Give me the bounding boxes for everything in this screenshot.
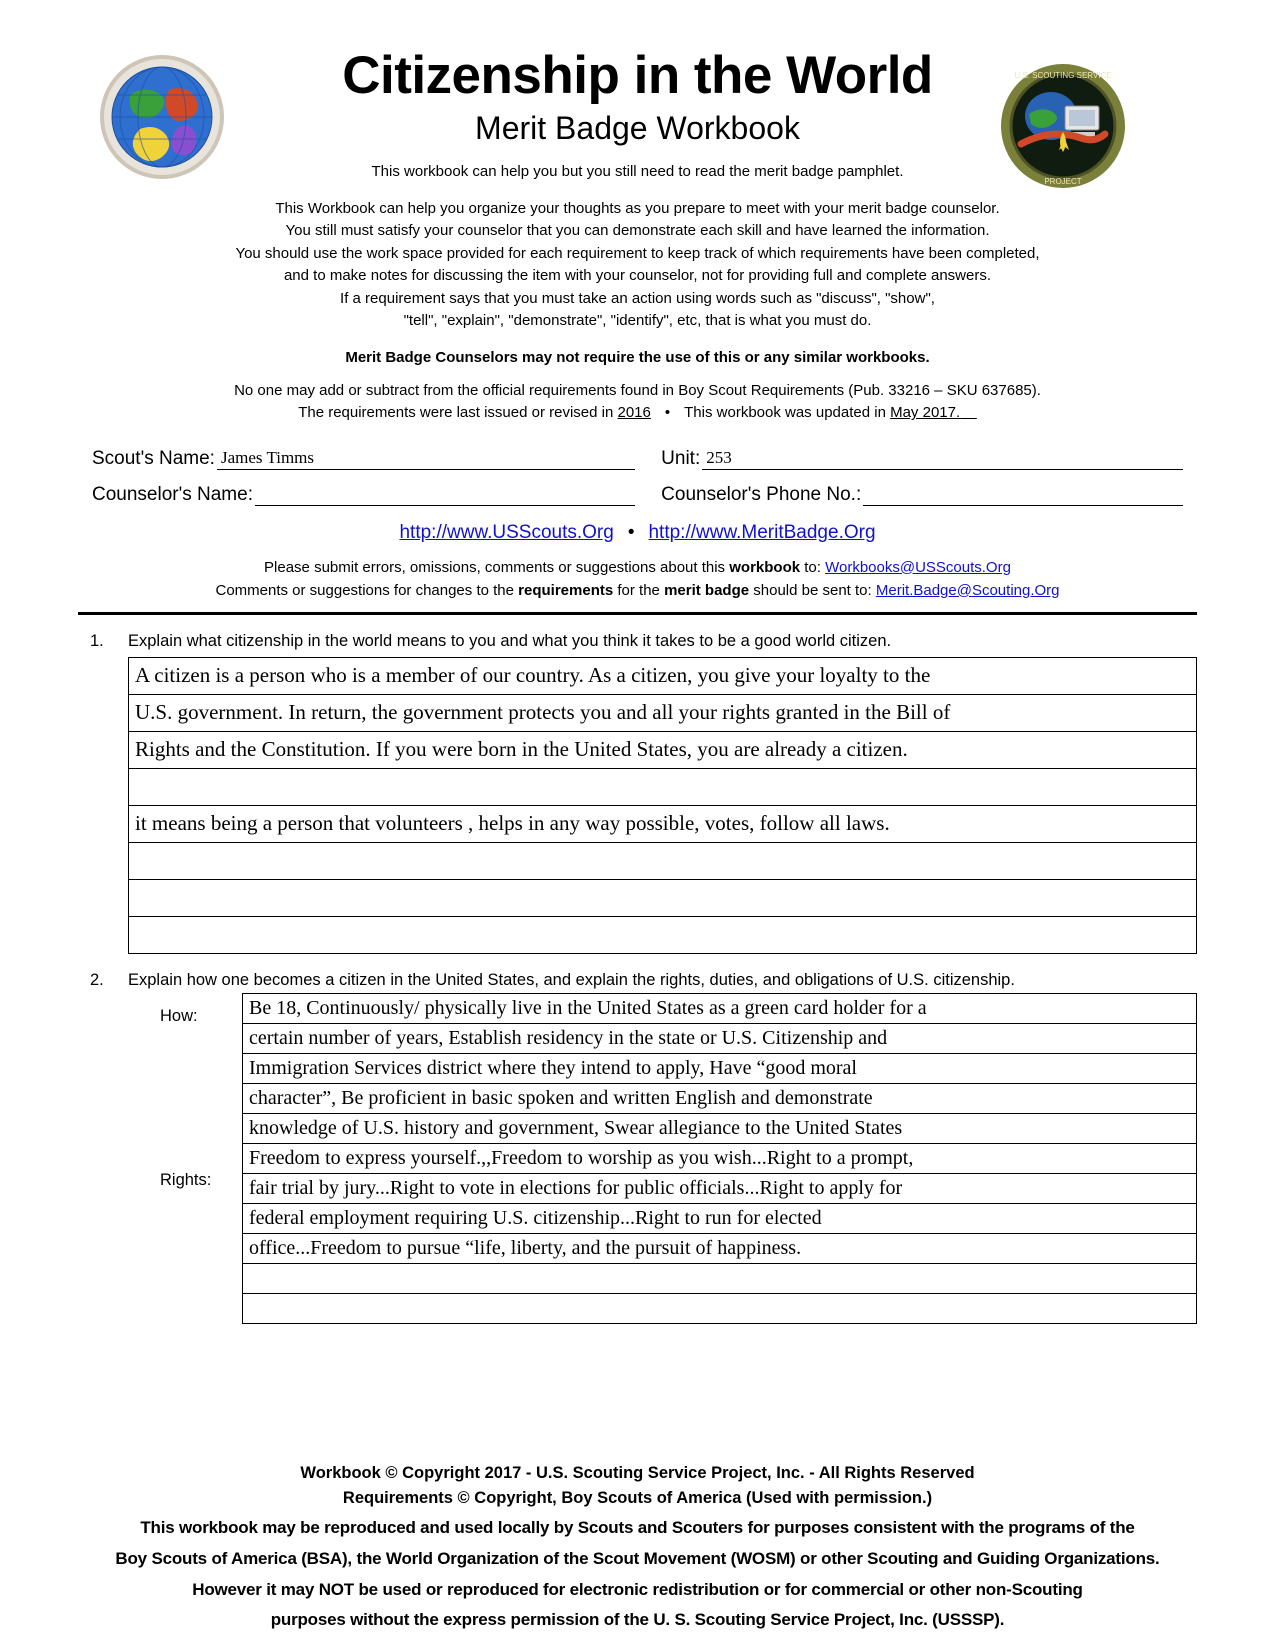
submit-text-b: to: — [800, 558, 826, 576]
scout-name-field[interactable] — [92, 447, 635, 470]
copyright-line-2: Requirements © Copyright, Boy Scouts of America (Used with permission.) — [342, 1488, 933, 1507]
bullet-separator: • — [664, 404, 671, 422]
meritbadge-email-link[interactable]: Merit.Badge@Scouting.Org — [875, 581, 1060, 599]
reproduction-line-3: However it may NOT be used or reproduced for electronic redistribution or for commercial or other non-Scouting — [192, 1579, 1083, 1599]
answer-line[interactable] — [129, 880, 1196, 917]
rights-answer-line[interactable]: fair trial by jury...Right to vote in elections for public officials...Right to apply for — [243, 1174, 1196, 1204]
link-separator: • — [627, 521, 635, 543]
requirement-2-sublabels — [128, 993, 242, 1324]
counselor-name-field[interactable] — [92, 483, 635, 506]
site-links — [0, 522, 1275, 544]
requirements-note — [0, 380, 1275, 425]
rights-label: Rights: — [160, 1171, 212, 1190]
requirement-2-answer-box[interactable] — [242, 993, 1197, 1324]
page-subtitle: Merit Badge Workbook — [475, 109, 800, 146]
submit2-text-a: Comments or suggestions for changes to the — [215, 581, 519, 599]
answer-line[interactable]: A citizen is a person who is a member of our country. As a citizen, you give your loyalty to the — [129, 658, 1196, 695]
usscouts-service-project-logo-icon — [999, 62, 1127, 190]
reproduction-line-4: purposes without the express permission of the U. S. Scouting Service Project, Inc. (USSSP). — [270, 1610, 1005, 1630]
unit-label: Unit: — [661, 447, 701, 469]
submit-line-2 — [0, 579, 1275, 602]
submit2-text-c: should be sent to: — [749, 581, 876, 599]
requirements-bold: requirements — [518, 581, 614, 599]
rights-answer-line[interactable] — [243, 1264, 1196, 1294]
answer-line[interactable] — [129, 769, 1196, 806]
intro-paragraph — [0, 198, 1275, 333]
field-row-2 — [92, 483, 1183, 506]
counselor-name-label: Counselor's Name: — [92, 483, 253, 505]
counselor-name-input[interactable] — [255, 483, 635, 506]
header-divider — [78, 612, 1197, 615]
requirement-2-heading — [90, 970, 1197, 991]
intro-line: This Workbook can help you organize your thoughts as you prepare to meet with your merit badge counselor. — [275, 199, 1000, 217]
how-answer-line[interactable]: character”, Be proficient in basic spoken and written English and demonstrate — [243, 1084, 1196, 1114]
requirement-1 — [0, 631, 1275, 953]
updated-date-pad — [960, 404, 977, 421]
intro-line: You should use the work space provided for each requirement to keep track of which requirements have been completed, — [235, 244, 1040, 262]
requirement-2-text: Explain how one becomes a citizen in the United States, and explain the rights, duties, and obligations of U.S. citizenship. — [128, 970, 1015, 989]
requirement-2-number: 2. — [90, 970, 104, 989]
page-footer — [0, 1461, 1275, 1633]
intro-line: You still must satisfy your counselor that you can demonstrate each skill and have learned the information. — [285, 222, 990, 240]
requirement-1-number: 1. — [90, 632, 104, 651]
intro-line: If a requirement says that you must take an action using words such as "discuss", "show", — [340, 289, 935, 307]
rights-answer-line[interactable] — [243, 1294, 1196, 1323]
rights-answer-line[interactable]: federal employment requiring U.S. citizenship...Right to run for elected — [243, 1204, 1196, 1234]
counselor-phone-label: Counselor's Phone No.: — [661, 483, 862, 505]
scout-name-input[interactable] — [217, 447, 635, 470]
how-answer-line[interactable]: knowledge of U.S. history and government, Swear allegiance to the United States — [243, 1114, 1196, 1144]
meritbadge-link[interactable]: http://www.MeritBadge.Org — [648, 521, 876, 543]
page-header — [0, 0, 1275, 425]
workbook-bold: workbook — [729, 558, 801, 576]
rights-answer-line[interactable]: office...Freedom to pursue “life, liberty, and the pursuit of happiness. — [243, 1234, 1196, 1264]
answer-line[interactable]: U.S. government. In return, the government protects you and all your rights granted in the Bill of — [129, 695, 1196, 732]
answer-line[interactable] — [129, 917, 1196, 953]
how-answer-line[interactable]: certain number of years, Establish residency in the state or U.S. Citizenship and — [243, 1024, 1196, 1054]
rights-answer-line[interactable]: Freedom to express yourself.,,Freedom to worship as you wish...Right to a prompt, — [243, 1144, 1196, 1174]
requirement-1-answer-box[interactable] — [128, 657, 1197, 954]
requirements-note-line2 — [0, 402, 1275, 425]
revised-prefix: The requirements were last issued or revised in — [298, 404, 618, 422]
answer-line[interactable]: it means being a person that volunteers , helps in any way possible, votes, follow all laws. — [129, 806, 1196, 843]
workbooks-email-link[interactable]: Workbooks@USScouts.Org — [825, 558, 1011, 576]
unit-field[interactable] — [661, 447, 1183, 470]
identity-fields — [0, 447, 1275, 506]
unit-input[interactable] — [702, 447, 1183, 470]
requirements-note-line1: No one may add or subtract from the official requirements found in Boy Scout Requirements (Pub. 33216 – SKU 637685). — [234, 381, 1041, 399]
scout-name-label: Scout's Name: — [92, 447, 215, 469]
requirement-1-heading — [90, 631, 1197, 652]
updated-prefix: This workbook was updated in — [684, 404, 891, 422]
how-answer-line[interactable]: Be 18, Continuously/ physically live in the United States as a green card holder for a — [243, 994, 1196, 1024]
field-row-1 — [92, 447, 1183, 470]
svg-text:U.S. SCOUTING SERVICE: U.S. SCOUTING SERVICE — [1014, 71, 1112, 80]
page-title: Citizenship in the World — [342, 46, 933, 105]
revised-year: 2016 — [617, 404, 651, 422]
svg-text:PROJECT: PROJECT — [1044, 177, 1082, 186]
usscouts-link[interactable]: http://www.USScouts.Org — [399, 521, 614, 543]
submit-instructions — [0, 556, 1275, 603]
unit-value: 253 — [706, 447, 732, 467]
reproduction-line-2: Boy Scouts of America (BSA), the World Organization of the Scout Movement (WOSM) or other Scouting and Guiding Organizations. — [115, 1549, 1160, 1569]
answer-line[interactable] — [129, 843, 1196, 880]
submit-line-1 — [0, 556, 1275, 579]
counselor-note: Merit Badge Counselors may not require the use of this or any similar workbooks. — [345, 348, 930, 366]
requirement-2 — [0, 970, 1275, 1324]
reproduction-line-1: This workbook may be reproduced and used locally by Scouts and Scouters for purposes consistent with the programs of the — [140, 1518, 1135, 1538]
scout-name-value: James Timms — [220, 447, 315, 467]
citizenship-in-the-world-badge-icon — [100, 55, 225, 180]
requirement-2-body — [128, 993, 1197, 1324]
submit2-text-b: for the — [613, 581, 665, 599]
requirement-1-text: Explain what citizenship in the world means to you and what you think it takes to be a good world citizen. — [128, 632, 892, 651]
meritbadge-bold: merit badge — [664, 581, 750, 599]
answer-line[interactable]: Rights and the Constitution. If you were born in the United States, you are already a citizen. — [129, 732, 1196, 769]
intro-line: "tell", "explain", "demonstrate", "identify", etc, that is what you must do. — [403, 312, 872, 330]
counselor-phone-field[interactable] — [661, 483, 1183, 506]
submit-text-a: Please submit errors, omissions, comments or suggestions about this — [264, 558, 730, 576]
copyright-line-1: Workbook © Copyright 2017 - U.S. Scouting Service Project, Inc. - All Rights Reserved — [300, 1463, 975, 1482]
lede-text: This workbook can help you but you still need to read the merit badge pamphlet. — [371, 162, 904, 180]
how-answer-line[interactable]: Immigration Services district where they intend to apply, Have “good moral — [243, 1054, 1196, 1084]
counselor-phone-input[interactable] — [863, 483, 1183, 506]
intro-line: and to make notes for discussing the item with your counselor, not for providing full and complete answers. — [283, 267, 992, 285]
updated-date: May 2017. — [890, 404, 961, 422]
how-label: How: — [160, 1007, 198, 1026]
